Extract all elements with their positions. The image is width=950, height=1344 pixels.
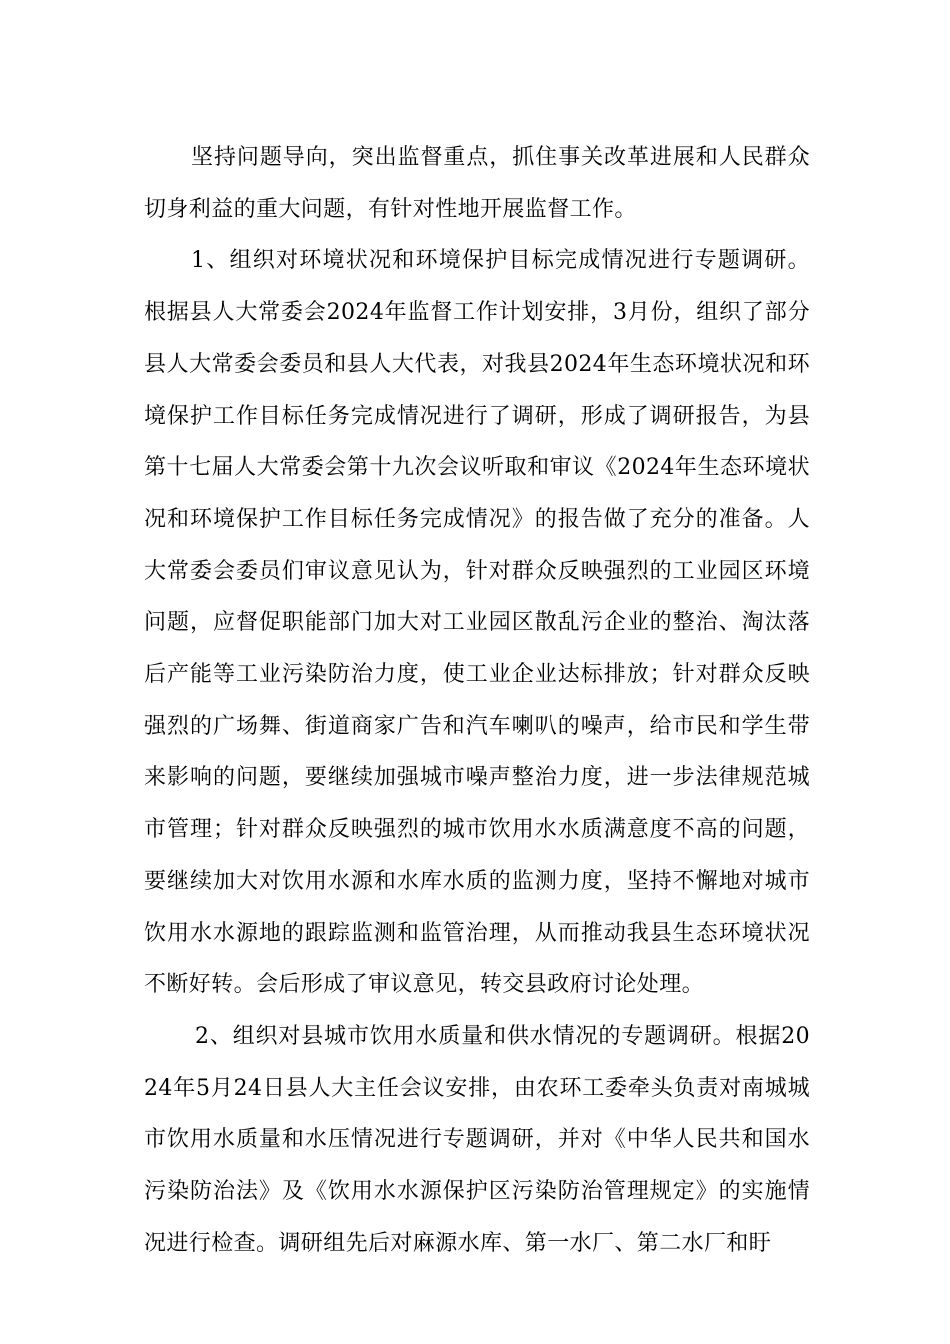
paragraph-3: 2、组织对县城市饮用水质量和供水情况的专题调研。根据2024年5月24日县人大主任会议安排，由农环工委牵头负责对南城城市饮用水质量和水压情况进行专题调研，并对《中华人民共和国水污染防治法》及《饮用水水源保护区污染防治管理规定》的实施情况进行检查。调研组先后对麻源水库、第一水厂、第二水厂和盱 [144,1023,810,1256]
paragraph-2: 1、组织对环境状况和环境保护目标完成情况进行专题调研。根据县人大常委会2024年监督工作计划安排，3月份，组织了部分县人大常委会委员和县人大代表，对我县2024年生态环境状况和环境保护工作目标任务完成情况进行了调研，形成了调研报告，为县第十七届人大常委会第十九次会议听取和审议《2024年生态环境状况和环境保护工作目标任务完成情况》的报告做了充分的准备。人大常委会委员们审议意见认为，针对群众反映强烈的工业园区环境问题，应督促职能部门加大对工业园区散乱污企业的整治、淘汰落后产能等工业污染防治力度，使工业企业达标排放；针对群众反映强烈的广场舞、街道商家广告和汽车喇叭的噪声，给市民和学生带来影响的问题，要继续加强城市噪声整治力度，进一步法律规范城市管理；针对群众反映强烈的城市饮用水水质满意度不高的问题，要继续加大对饮用水源和水库水质的监测力度，坚持不懈地对城市饮用水水源地的跟踪监测和监管治理，从而推动我县生态环境状况不断好转。会后形成了审议意见，转交县政府讨论处理。 [144,248,810,998]
document-body [144,132,810,1269]
paragraph-1: 坚持问题导向，突出监督重点，抓住事关改革进展和人民群众切身利益的重大问题，有针对性地开展监督工作。 [144,145,810,222]
